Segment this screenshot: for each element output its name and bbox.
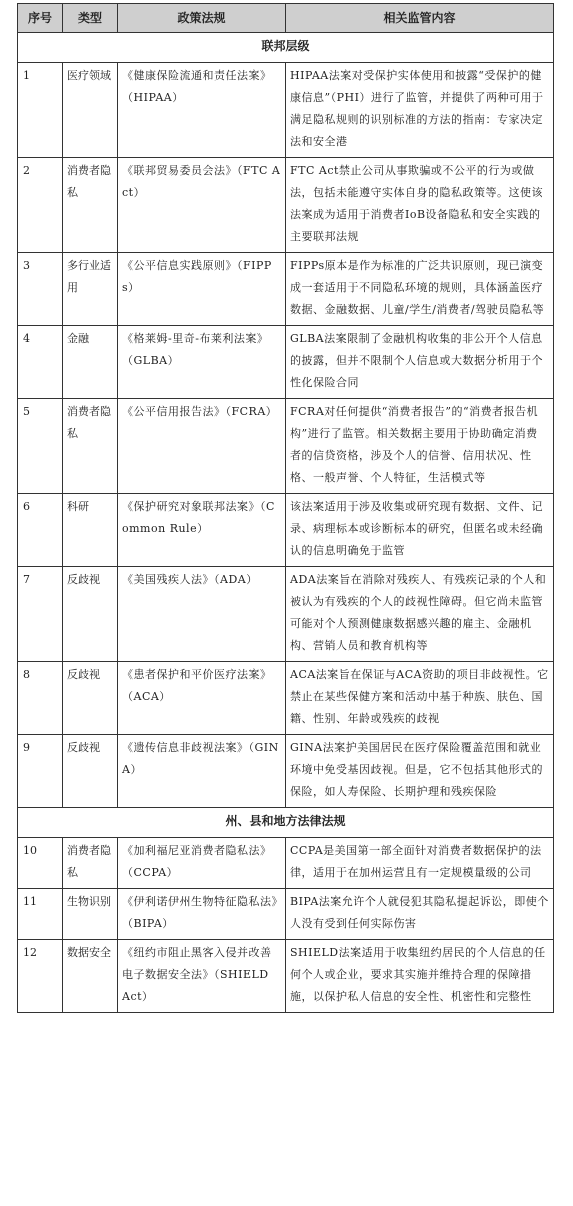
row-law: 《格莱姆-里奇-布莱利法案》（GLBA） [118, 326, 286, 399]
row-type: 金融 [63, 326, 118, 399]
row-index: 11 [18, 889, 63, 940]
table-row [18, 838, 554, 889]
table-row [18, 735, 554, 808]
row-type: 医疗领域 [63, 63, 118, 158]
table-row [18, 494, 554, 567]
row-law: 《公平信息实践原则》（FIPPs） [118, 253, 286, 326]
table-header-row [18, 4, 554, 33]
row-content: SHIELD法案适用于收集纽约居民的个人信息的任何个人或企业，要求其实施并维持合理的保障措施，以保护私人信息的安全性、机密性和完整性 [286, 940, 554, 1013]
table-row [18, 889, 554, 940]
row-content: 该法案适用于涉及收集或研究现有数据、文件、记录、病理标本或诊断标本的研究，但匿名或未经确认的信息明确免于监管 [286, 494, 554, 567]
section-row [18, 808, 554, 838]
row-content: BIPA法案允许个人就侵犯其隐私提起诉讼，即使个人没有受到任何实际伤害 [286, 889, 554, 940]
row-law: 《加利福尼亚消费者隐私法》（CCPA） [118, 838, 286, 889]
row-content: FTC Act禁止公司从事欺骗或不公平的行为或做法，包括未能遵守实体自身的隐私政策等。这使该法案成为适用于消费者IoB设备隐私和安全实践的主要联邦法规 [286, 158, 554, 253]
row-law: 《患者保护和平价医疗法案》（ACA） [118, 662, 286, 735]
header-index: 序号 [18, 4, 63, 33]
row-content: FIPPs原本是作为标准的广泛共识原则，现已演变成一套适用于不同隐私环境的规则，具体涵盖医疗数据、金融数据、儿童/学生/消费者/驾驶员隐私等 [286, 253, 554, 326]
row-index: 9 [18, 735, 63, 808]
row-law: 《遗传信息非歧视法案》（GINA） [118, 735, 286, 808]
row-law: 《公平信用报告法》（FCRA） [118, 399, 286, 494]
table-row [18, 253, 554, 326]
table-row [18, 567, 554, 662]
row-content: HIPAA法案对受保护实体使用和披露“受保护的健康信息”（PHI）进行了监管，并提供了两种可用于满足隐私规则的识别标准的方法的指南：专家决定法和安全港 [286, 63, 554, 158]
section-row [18, 33, 554, 63]
row-content: CCPA是美国第一部全面针对消费者数据保护的法律，适用于在加州运营且有一定规模量级的公司 [286, 838, 554, 889]
row-index: 8 [18, 662, 63, 735]
row-type: 反歧视 [63, 662, 118, 735]
row-type: 反歧视 [63, 567, 118, 662]
table-row [18, 158, 554, 253]
row-law: 《保护研究对象联邦法案》（Common Rule） [118, 494, 286, 567]
header-content: 相关监管内容 [286, 4, 554, 33]
row-type: 消费者隐私 [63, 158, 118, 253]
row-type: 生物识别 [63, 889, 118, 940]
table-row [18, 63, 554, 158]
row-law: 《美国残疾人法》（ADA） [118, 567, 286, 662]
row-type: 数据安全 [63, 940, 118, 1013]
row-index: 2 [18, 158, 63, 253]
row-content: GINA法案护美国居民在医疗保险覆盖范围和就业环境中免受基因歧视。但是，它不包括其他形式的保险，如人寿保险、长期护理和残疾保险 [286, 735, 554, 808]
row-law: 《伊利诺伊州生物特征隐私法》（BIPA） [118, 889, 286, 940]
regulation-table [17, 3, 554, 1013]
row-type: 反歧视 [63, 735, 118, 808]
row-type: 消费者隐私 [63, 399, 118, 494]
row-type: 多行业适用 [63, 253, 118, 326]
header-type: 类型 [63, 4, 118, 33]
section-title: 联邦层级 [18, 33, 554, 63]
header-law: 政策法规 [118, 4, 286, 33]
table-row [18, 662, 554, 735]
table-row [18, 940, 554, 1013]
row-index: 12 [18, 940, 63, 1013]
table-row [18, 326, 554, 399]
row-index: 4 [18, 326, 63, 399]
row-content: GLBA法案限制了金融机构收集的非公开个人信息的披露，但并不限制个人信息或大数据分析用于个性化保险合同 [286, 326, 554, 399]
row-law: 《健康保险流通和责任法案》（HIPAA） [118, 63, 286, 158]
row-index: 6 [18, 494, 63, 567]
row-content: ACA法案旨在保证与ACA资助的项目非歧视性。它禁止在某些保健方案和活动中基于种族、肤色、国籍、性别、年龄或残疾的歧视 [286, 662, 554, 735]
row-index: 7 [18, 567, 63, 662]
section-title: 州、县和地方法律法规 [18, 808, 554, 838]
row-content: ADA法案旨在消除对残疾人、有残疾记录的个人和被认为有残疾的个人的歧视性障碍。但它尚未监管可能对个人预测健康数据感兴趣的雇主、金融机构、营销人员和教育机构等 [286, 567, 554, 662]
row-law: 《联邦贸易委员会法》（FTC Act） [118, 158, 286, 253]
row-index: 10 [18, 838, 63, 889]
table-row [18, 399, 554, 494]
row-index: 3 [18, 253, 63, 326]
row-type: 消费者隐私 [63, 838, 118, 889]
row-index: 5 [18, 399, 63, 494]
row-law: 《纽约市阻止黑客入侵并改善电子数据安全法》（SHIELD Act） [118, 940, 286, 1013]
row-index: 1 [18, 63, 63, 158]
row-content: FCRA对任何提供“消费者报告”的“消费者报告机构”进行了监管。相关数据主要用于协助确定消费者的信贷资格，涉及个人的信誉、信用状况、性格、一般声誉、个人特征，生活模式等 [286, 399, 554, 494]
row-type: 科研 [63, 494, 118, 567]
